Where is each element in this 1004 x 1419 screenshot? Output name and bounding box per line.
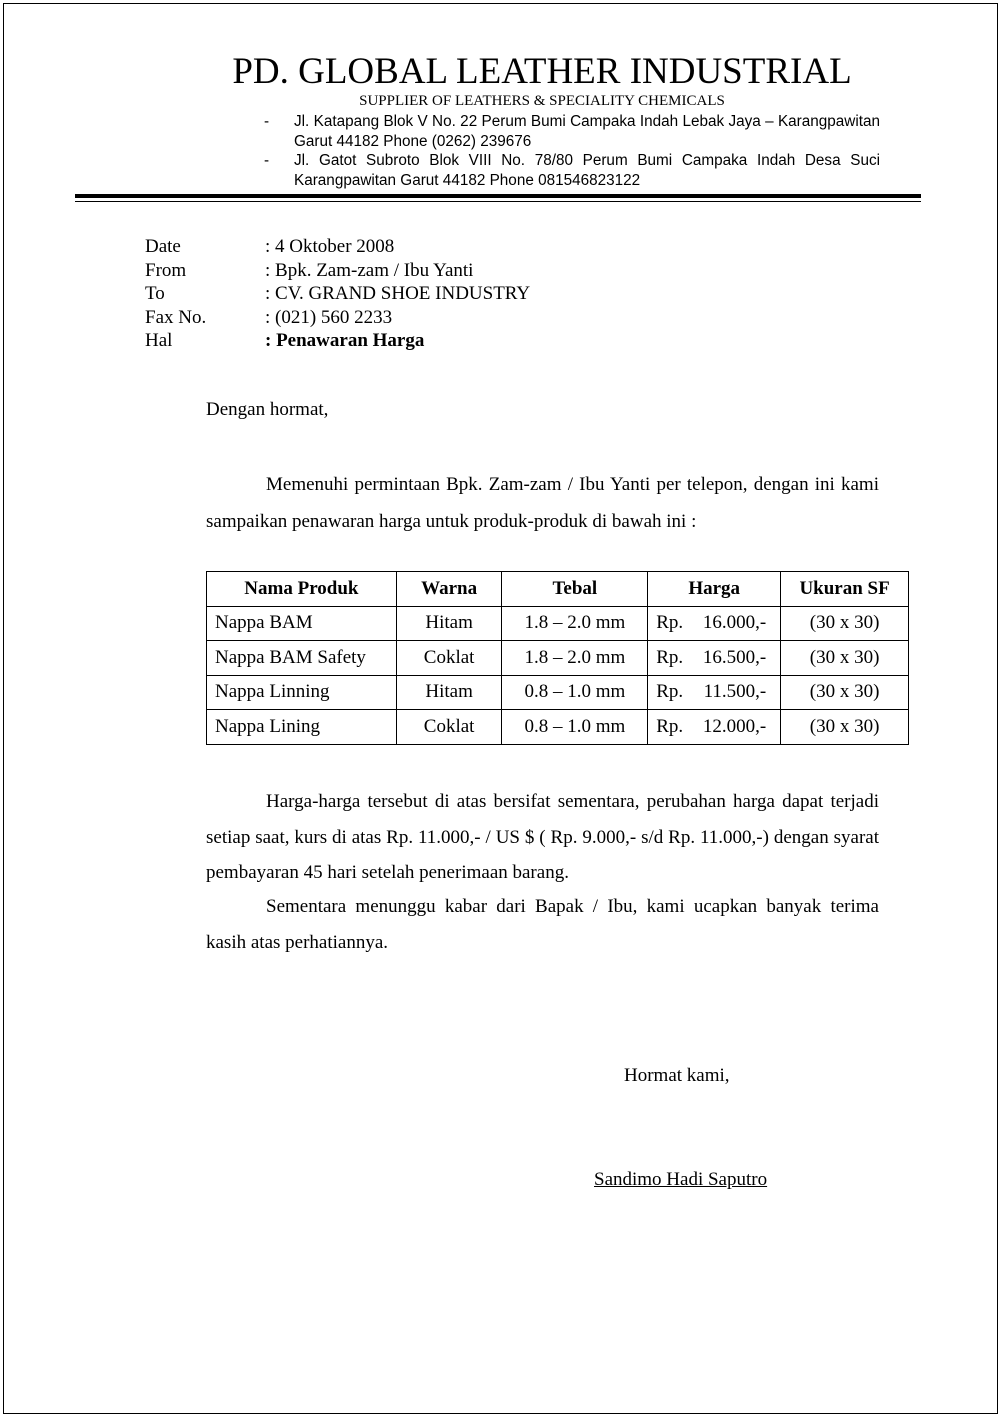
address-text: Jl. Gatot Subroto Blok VIII No. 78/80 Perum Bumi Campaka Indah Desa Suci Karangpawitan Garut 44182 Phone 081546823122: [294, 152, 880, 189]
closing-greeting: Hormat kami,: [624, 1065, 730, 1086]
product-thickness: 0.8 – 1.0 mm: [502, 710, 648, 745]
signer-name: Sandimo Hadi Saputro: [594, 1169, 768, 1190]
price-currency: Rp.: [656, 646, 684, 668]
address-list: [264, 112, 880, 190]
thanks-text: Sementara menunggu kabar dari Bapak / Ibu, kami ucapkan banyak terima kasih atas perhatiannya.: [206, 896, 879, 953]
table-row: [207, 675, 909, 710]
meta-label: Fax No.: [145, 306, 207, 328]
terms-text: Harga-harga tersebut di atas bersifat sementara, perubahan harga dapat terjadi setiap saat, kurs di atas Rp. 11.000,- / US $ ( Rp. 9.000,- s/d Rp. 11.000,-) dengan syarat pembayaran 45 hari setelah penerimaan barang.: [206, 791, 879, 883]
product-size: (30 x 30): [781, 641, 909, 676]
table-row: [207, 606, 909, 641]
header-rule-thick: [75, 194, 921, 198]
table-row: [207, 641, 909, 676]
meta-value: : Bpk. Zam-zam / Ibu Yanti: [265, 259, 474, 281]
product-name: Nappa Lining: [207, 710, 397, 745]
address-item: [264, 151, 880, 190]
product-thickness: 1.8 – 2.0 mm: [502, 641, 648, 676]
product-size: (30 x 30): [781, 606, 909, 641]
product-name: Nappa BAM: [207, 606, 397, 641]
product-color: Coklat: [396, 710, 502, 745]
product-name: Nappa BAM Safety: [207, 641, 397, 676]
column-header: Tebal: [502, 572, 648, 607]
column-header: Nama Produk: [207, 572, 397, 607]
product-price: [648, 606, 781, 641]
header-rule-thin: [75, 201, 921, 202]
thanks-paragraph: [206, 889, 879, 960]
product-price: [648, 641, 781, 676]
column-header: Warna: [396, 572, 502, 607]
product-thickness: 1.8 – 2.0 mm: [502, 606, 648, 641]
table-header-row: [207, 572, 909, 607]
product-color: Coklat: [396, 641, 502, 676]
address-text: Jl. Katapang Blok V No. 22 Perum Bumi Campaka Indah Lebak Jaya – Karangpawitan Garut 44182 Phone (0262) 239676: [294, 113, 880, 150]
price-amount: 11.500,-: [703, 681, 767, 703]
intro-paragraph: [206, 466, 879, 540]
address-item: [264, 112, 880, 151]
price-amount: 16.000,-: [702, 612, 767, 634]
meta-value: : Penawaran Harga: [265, 330, 425, 351]
product-price: [648, 675, 781, 710]
product-size: (30 x 30): [781, 710, 909, 745]
meta-label: To: [145, 283, 165, 304]
price-currency: Rp.: [656, 715, 684, 737]
product-color: Hitam: [396, 606, 502, 641]
product-thickness: 0.8 – 1.0 mm: [502, 675, 648, 710]
price-currency: Rp.: [656, 612, 684, 634]
column-header: Ukuran SF: [781, 572, 909, 607]
meta-value: : (021) 560 2233: [265, 306, 393, 328]
product-color: Hitam: [396, 675, 502, 710]
product-name: Nappa Linning: [207, 675, 397, 710]
meta-value: : CV. GRAND SHOE INDUSTRY: [265, 283, 531, 304]
price-amount: 16.500,-: [702, 646, 767, 668]
terms-paragraph: [206, 784, 879, 891]
column-header: Harga: [648, 572, 781, 607]
meta-label: Hal: [145, 330, 173, 351]
meta-label: Date: [145, 236, 181, 257]
salutation: Dengan hormat,: [206, 399, 329, 420]
price-amount: 12.000,-: [702, 715, 767, 737]
table-row: [207, 710, 909, 745]
company-name: PD. GLOBAL LEATHER INDUSTRIAL: [232, 51, 852, 92]
intro-text: Memenuhi permintaan Bpk. Zam-zam / Ibu Yanti per telepon, dengan ini kami sampaikan penawaran harga untuk produk-produk di bawah ini :: [206, 474, 879, 532]
product-price: [648, 710, 781, 745]
product-size: (30 x 30): [781, 675, 909, 710]
list-bullet: -: [264, 152, 270, 169]
price-table: [206, 571, 909, 745]
price-currency: Rp.: [656, 681, 684, 703]
list-bullet: -: [264, 113, 270, 130]
meta-label: From: [145, 259, 187, 281]
meta-value: : 4 Oktober 2008: [265, 236, 395, 257]
company-tagline: SUPPLIER OF LEATHERS & SPECIALITY CHEMICALS: [359, 93, 725, 109]
